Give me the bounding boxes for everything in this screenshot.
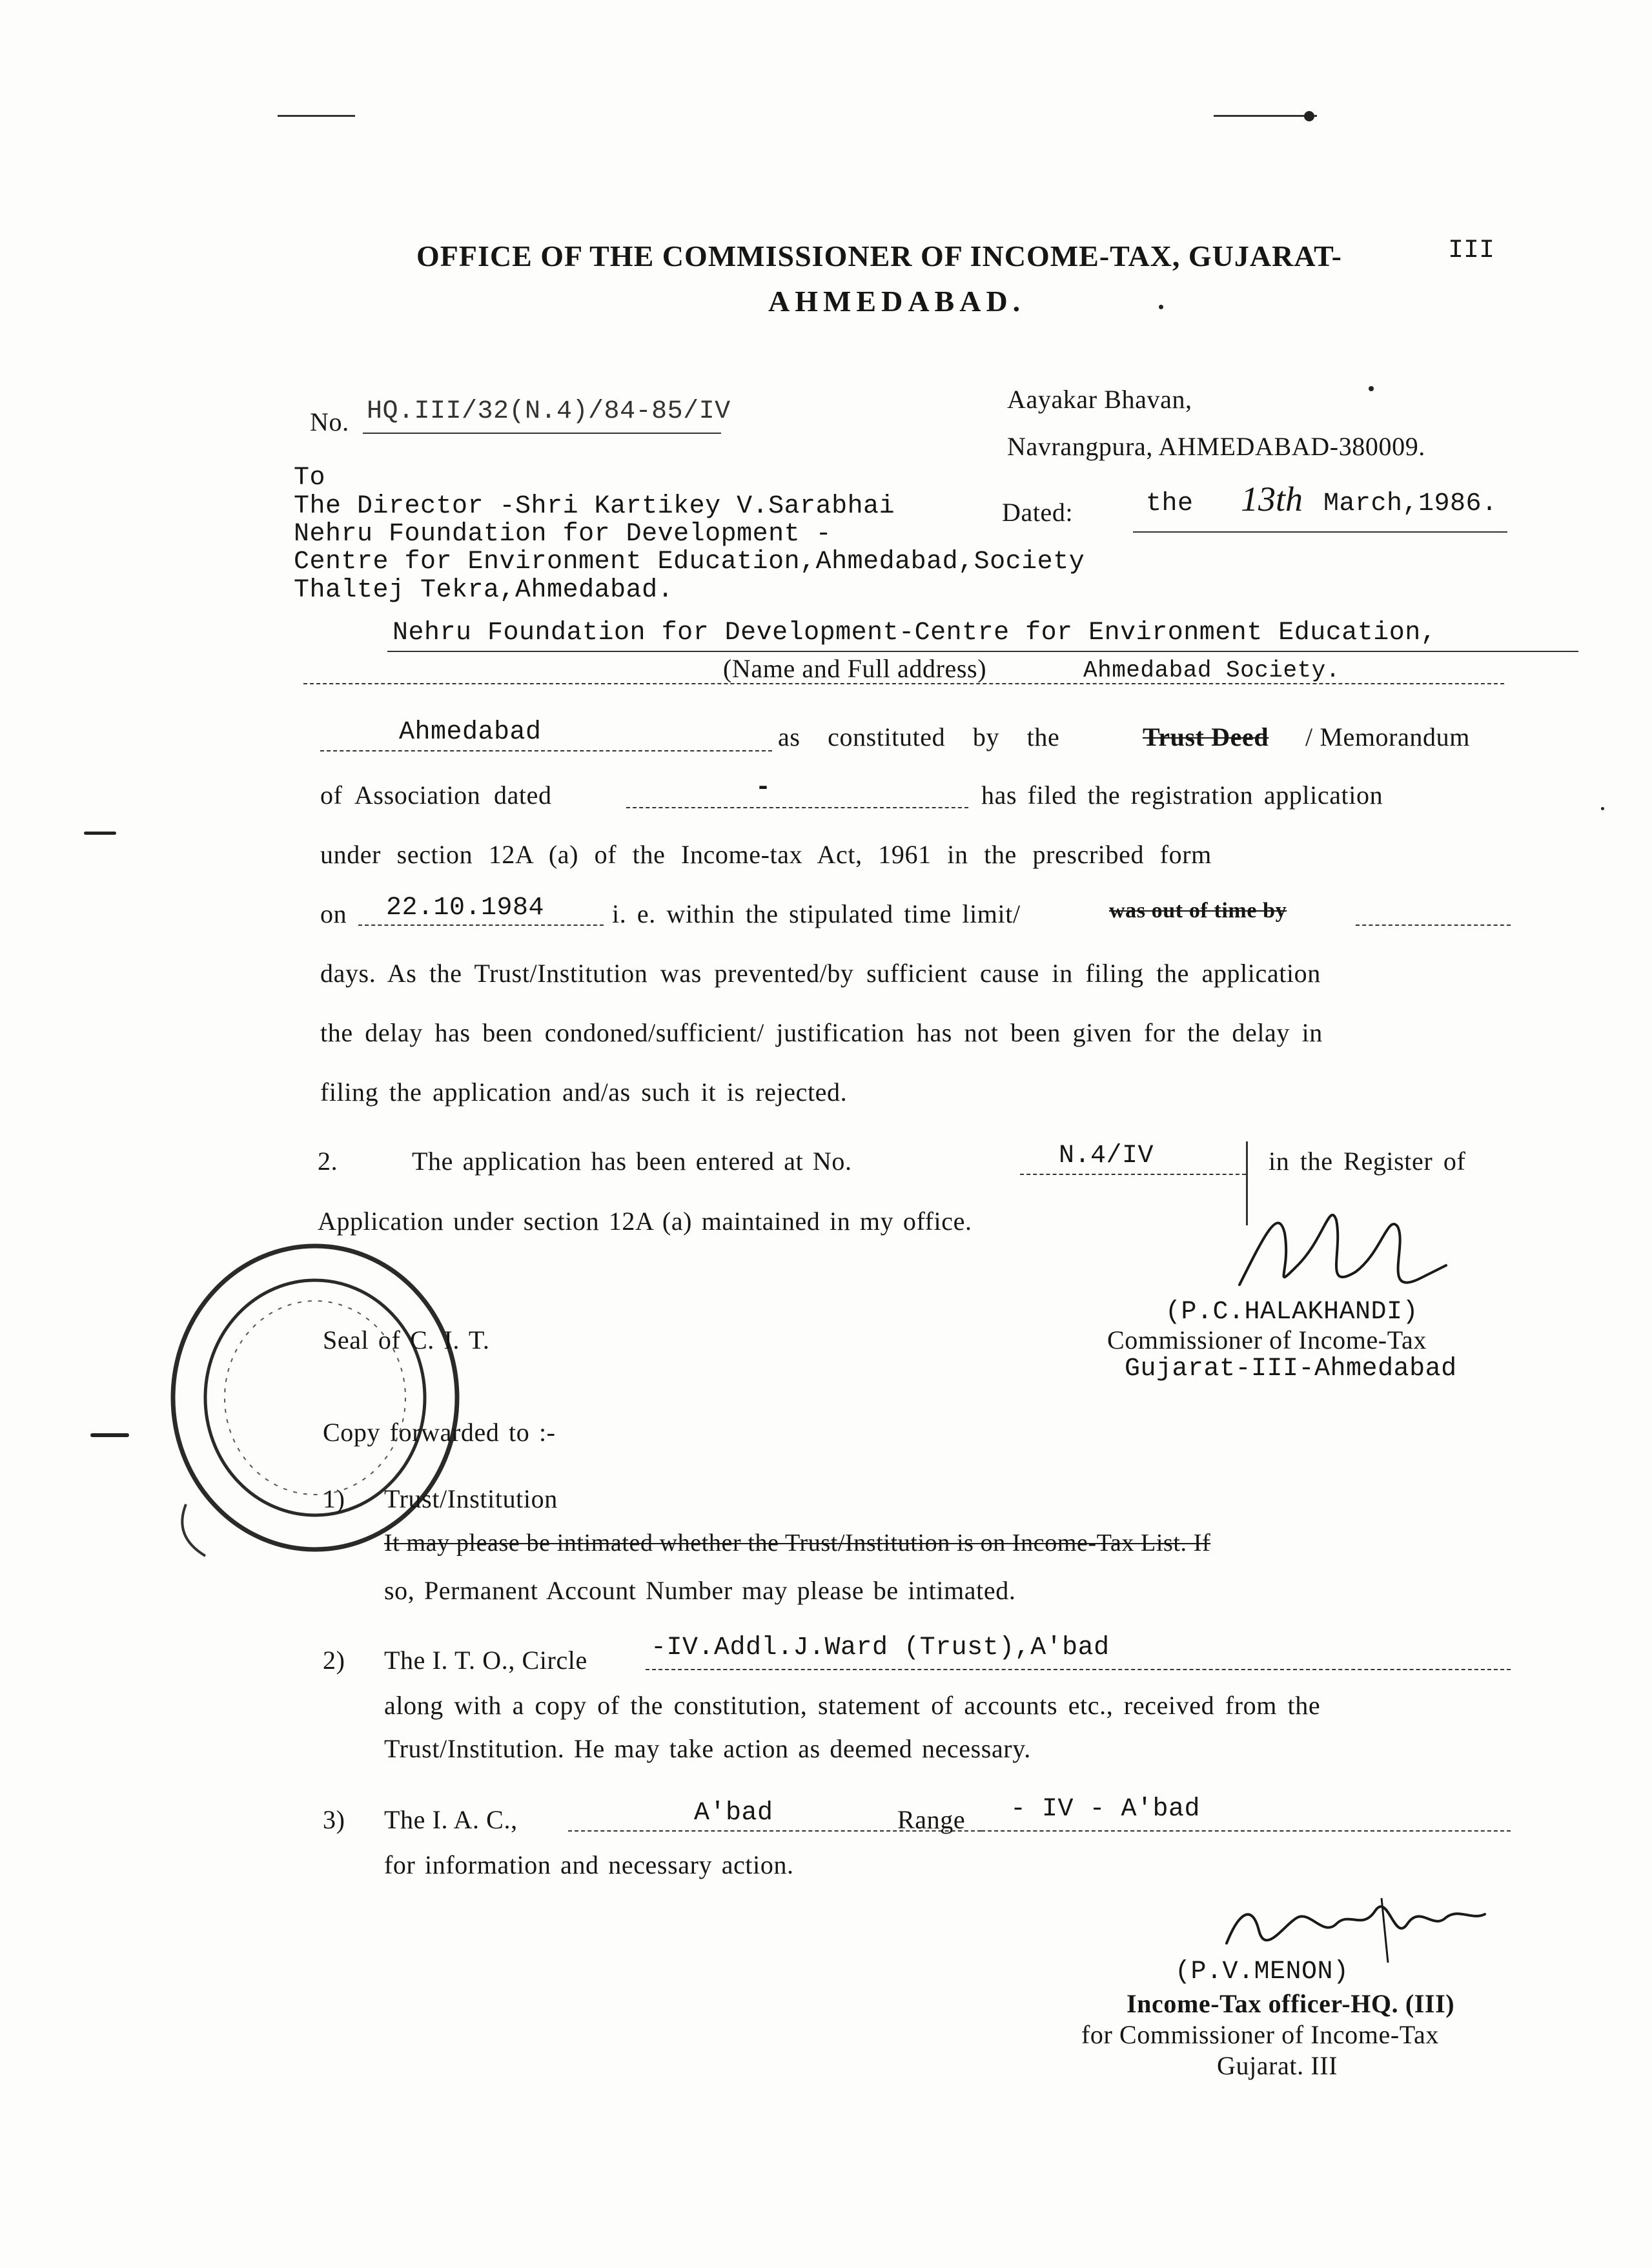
copy3-range-typed: - IV - A'bad: [1010, 1795, 1201, 1824]
signatory1-title: Commissioner of Income-Tax: [1107, 1325, 1427, 1354]
signatory1-name: (P.C.HALAKHANDI): [1165, 1298, 1419, 1327]
ref-no-underline: [363, 433, 721, 434]
copy1-line2-struck: It may please be intimated whether the Trust/Institution is on Income-Tax List. If: [384, 1529, 1211, 1557]
copy2-ito: The I. T. O., Circle: [384, 1646, 587, 1675]
to-label: To: [294, 464, 326, 493]
assoc-date-underline: [626, 807, 968, 808]
office-title: OFFICE OF THE COMMISSIONER OF INCOME-TAX, GUJARAT-: [416, 240, 1342, 272]
to-line3: Centre for Environment Education,Ahmedabad,Society: [294, 547, 1085, 577]
scan-speck: [1601, 807, 1604, 810]
signatory1-place: Gujarat-III-Ahmedabad: [1125, 1354, 1457, 1384]
copy3-num: 3): [323, 1805, 345, 1834]
p1-trust-deed-struck: Trust Deed: [1143, 722, 1269, 751]
copy2-line2: along with a copy of the constitution, statement of accounts etc., received from the: [384, 1691, 1321, 1720]
copy3-iac: The I. A. C.,: [384, 1805, 518, 1834]
scan-speck: [1304, 111, 1314, 121]
scan-mark: [84, 832, 116, 835]
scan-speck: [1369, 386, 1374, 391]
scan-speck: [1159, 305, 1163, 309]
signatory2-for: for Commissioner of Income-Tax: [1081, 2020, 1439, 2049]
copy1-line3: so, Permanent Account Number may please be intimated.: [384, 1576, 1016, 1605]
seal-label: Seal of C. I. T.: [323, 1325, 490, 1354]
filing-date: 22.10.1984: [386, 894, 545, 923]
ref-no-label: No.: [310, 407, 349, 436]
place-underline: [320, 750, 772, 751]
p6-delay: the delay has been condoned/sufficient/ justification has not been given for the delay in: [320, 1018, 1323, 1047]
office-city: AHMEDABAD.: [768, 285, 1026, 318]
register-no-underline: [1020, 1174, 1246, 1175]
date-day: 13th: [1241, 480, 1303, 518]
signature-halakhandi: [1227, 1194, 1459, 1304]
office-address-line1: Aayakar Bhavan,: [1007, 385, 1192, 414]
p2-association-dated: of Association dated: [320, 781, 552, 810]
p2-filed: has filed the registration application: [981, 781, 1383, 810]
copy2-num: 2): [323, 1646, 345, 1675]
signatory2-name: (P.V.MENON): [1175, 1957, 1349, 1987]
to-line4: Thaltej Tekra,Ahmedabad.: [294, 576, 674, 605]
p3-section: under section 12A (a) of the Income-tax Act, 1961 in the prescribed form: [320, 840, 1212, 869]
seal-stamp: [160, 1233, 470, 1569]
filing-date-underline: [358, 925, 604, 926]
copy2-circle-underline: [646, 1669, 1511, 1670]
entity-underline: [387, 651, 1578, 652]
copy1-line1: Trust/Institution: [384, 1484, 558, 1513]
copy3-iac-typed: A'bad: [694, 1799, 773, 1828]
copy3-line2: for information and necessary action.: [384, 1850, 794, 1879]
para2-register: in the Register of: [1269, 1147, 1466, 1176]
copy-heading: Copy forwarded to :-: [323, 1418, 556, 1447]
signatory2-title: Income-Tax officer-HQ. (III): [1127, 1989, 1455, 2018]
para2-num: 2.: [318, 1147, 338, 1176]
copy3-range-underline: [981, 1830, 1511, 1832]
register-no: N.4/IV: [1059, 1141, 1154, 1170]
entity-line2-rule: [303, 683, 1504, 684]
ref-no-value: HQ.III/32(N.4)/84-85/IV: [367, 397, 731, 426]
copy2-circle-typed: -IV.Addl.J.Ward (Trust),A'bad: [651, 1633, 1110, 1662]
to-line2: Nehru Foundation for Development -: [294, 520, 832, 549]
date-underline: [1133, 531, 1507, 533]
entity-line: Nehru Foundation for Development-Centre for Environment Education,: [393, 618, 1437, 648]
scan-mark: [278, 115, 355, 117]
entity-line2: Ahmedabad Society.: [1083, 657, 1340, 684]
p1-constituted: as constituted by the: [778, 722, 1060, 751]
copy2-line3: Trust/Institution. He may take action as deemed necessary.: [384, 1734, 1031, 1763]
office-address-line2: Navrangpura, AHMEDABAD-380009.: [1007, 432, 1425, 461]
to-line1: The Director -Shri Kartikey V.Sarabhai: [294, 492, 895, 521]
office-title-suffix: III: [1448, 236, 1495, 265]
name-hint: (Name and Full address): [723, 654, 987, 683]
copy1-num: 1): [323, 1484, 345, 1513]
p4-on: on: [320, 899, 347, 928]
p5-days: days. As the Trust/Institution was prevented/by sufficient cause in filing the application: [320, 959, 1321, 988]
days-underline: [1356, 925, 1511, 926]
para2-maintained: Application under section 12A (a) maintained in my office.: [318, 1207, 972, 1236]
para2-entered: The application has been entered at No.: [412, 1147, 852, 1176]
signatory2-place: Gujarat. III: [1217, 2051, 1338, 2080]
p7-rejected: filing the application and/as such it is rejected.: [320, 1078, 848, 1107]
place-typed: Ahmedabad: [399, 718, 542, 747]
copy3-range: Range: [897, 1805, 966, 1834]
p4-within: i. e. within the stipulated time limit/: [612, 899, 1021, 928]
assoc-date-dash: -: [755, 773, 771, 802]
scan-mark: [90, 1433, 129, 1437]
date-label: Dated:: [1002, 498, 1074, 527]
p1-memorandum: / Memorandum: [1305, 722, 1470, 751]
date-the: the: [1146, 489, 1194, 518]
p4-out-of-time-struck: was out of time by: [1109, 899, 1287, 923]
scan-mark: [1214, 115, 1317, 117]
date-rest: March,1986.: [1323, 489, 1498, 518]
